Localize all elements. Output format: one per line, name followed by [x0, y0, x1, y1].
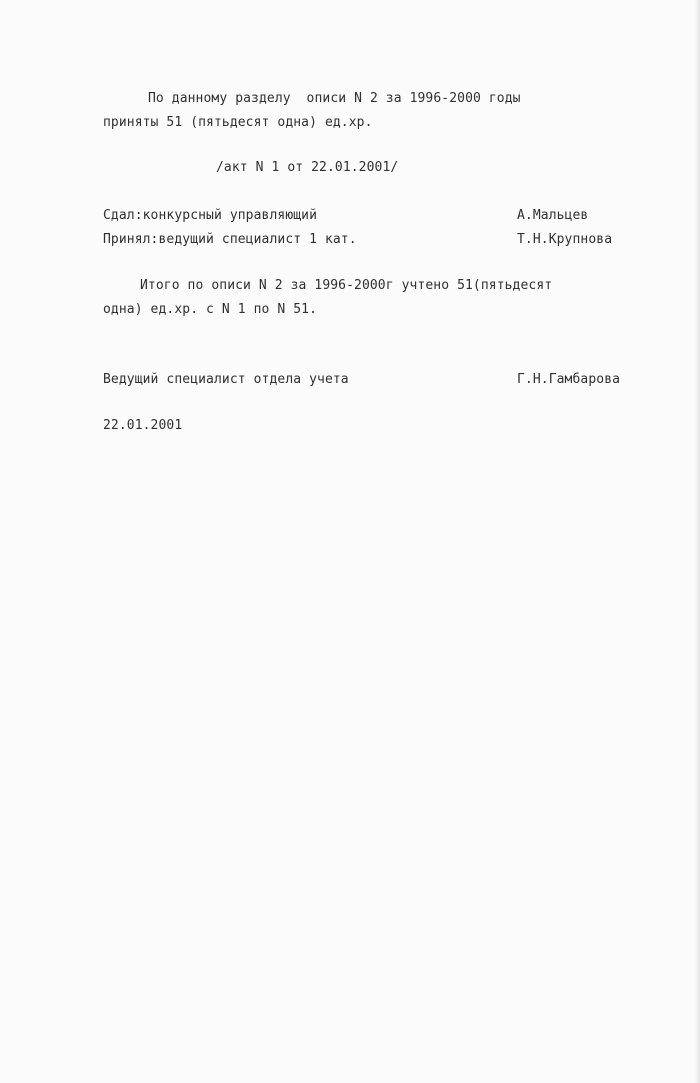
handover-gave-name: А.Мальцев [517, 208, 589, 223]
act-reference: /акт N 1 от 22.01.2001/ [216, 160, 399, 175]
page-edge-shadow [694, 0, 700, 1083]
signature-role: Ведущий специалист отдела учета [103, 372, 349, 387]
paragraph-line-2: приняты 51 (пятьдесят одна) ед.хр. [103, 115, 373, 130]
handover-received-role: Принял:ведущий специалист 1 кат. [103, 232, 357, 247]
summary-line-1: Итого по описи N 2 за 1996-2000г учтено 51(пятьдесят [140, 278, 553, 293]
summary-line-2: одна) ед.хр. с N 1 по N 51. [103, 302, 318, 317]
handover-gave-role: Сдал:конкурсный управляющий [103, 208, 318, 223]
document-date: 22.01.2001 [103, 418, 183, 433]
paragraph-line-1: По данному разделу описи N 2 за 1996-2000 годы [148, 91, 521, 106]
signature-name: Г.Н.Гамбарова [517, 372, 621, 387]
handover-received-name: Т.Н.Крупнова [517, 232, 613, 247]
